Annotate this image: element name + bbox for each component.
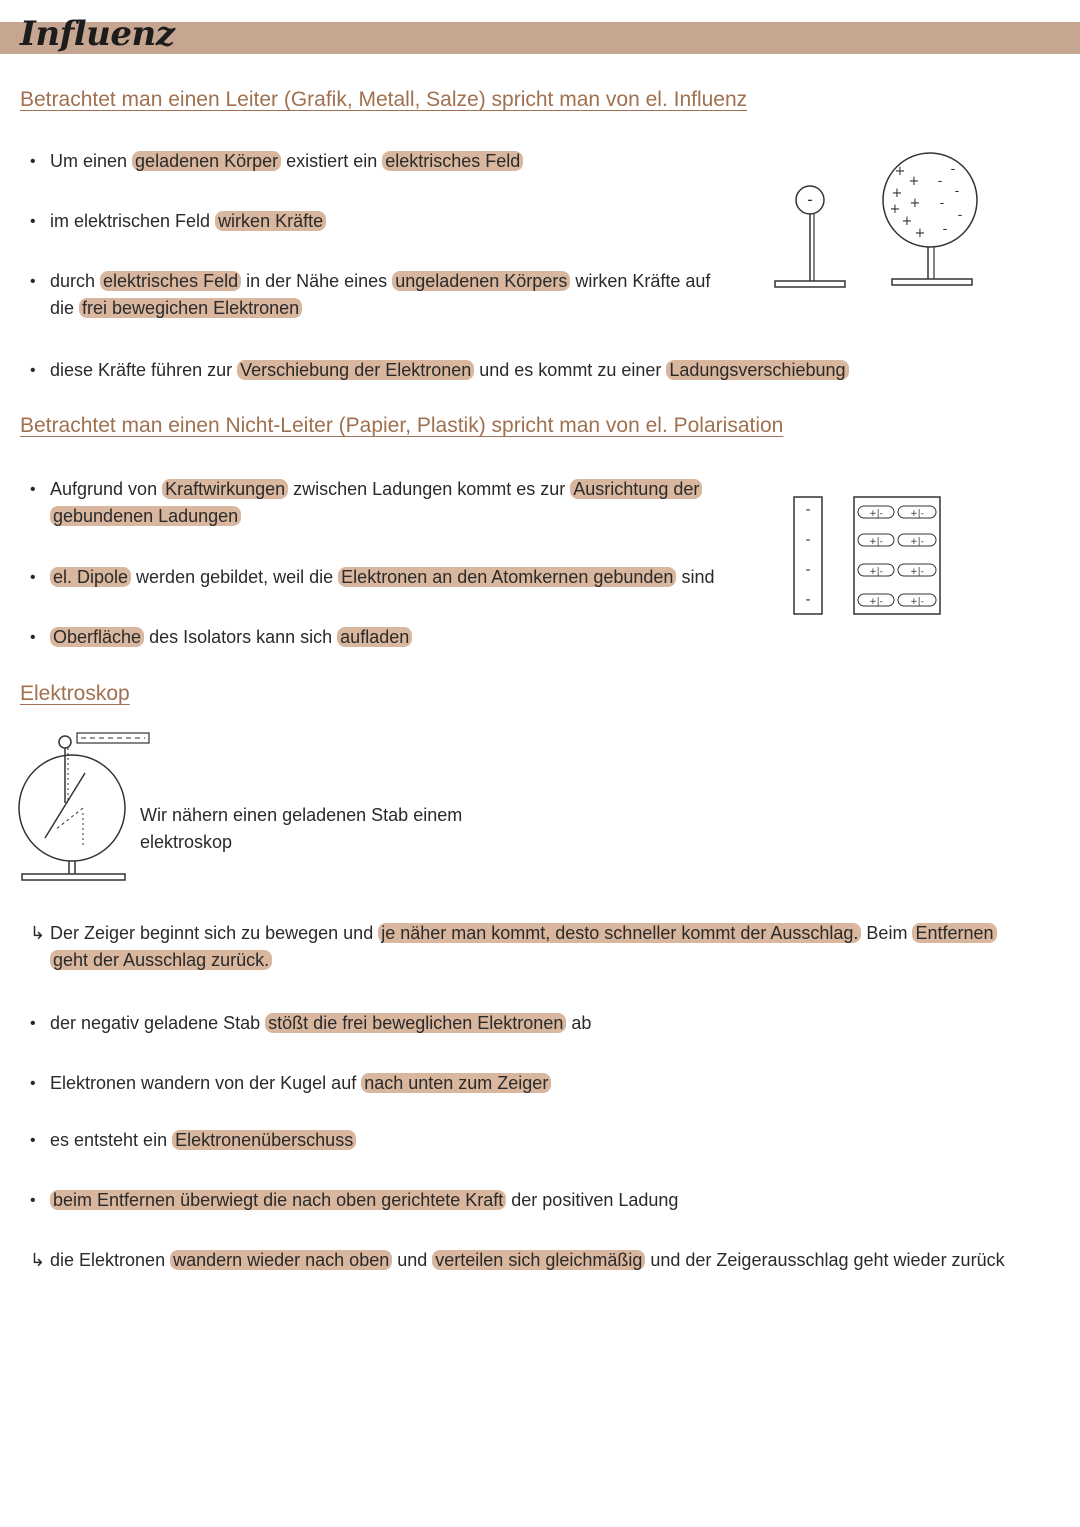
arrow-icon: ↳: [30, 923, 46, 943]
dipole-label: +|-: [869, 537, 883, 547]
highlight: Entfernen: [912, 923, 996, 943]
dipole-label: +|-: [910, 567, 924, 577]
highlight: aufladen: [337, 627, 412, 647]
bullet-icon: •: [30, 362, 36, 379]
elektroskop-description: Wir nähern einen geladenen Stab einem elektroskop: [140, 805, 463, 852]
plus-sign: +: [908, 174, 920, 189]
highlight: je näher man kommt, desto schneller kommt der Ausschlag.: [378, 923, 861, 943]
minus-sign: -: [954, 184, 960, 199]
minus-sign: -: [937, 174, 943, 189]
highlight: wirken Kräfte: [215, 211, 326, 231]
influenz-diagram: [770, 145, 985, 295]
highlight: Elektronen an den Atomkernen gebunden: [338, 567, 676, 587]
highlight: Oberfläche: [50, 627, 144, 647]
minus-sign: -: [939, 196, 945, 211]
bullet-icon: •: [30, 1075, 36, 1092]
bullet-icon: •: [30, 481, 36, 498]
result-item: ↳ Der Zeiger beginnt sich zu bewegen und je näher man kommt, desto schneller kommt der Ausschlag. Beim Entfernen geht der Ausschlag zurück.: [30, 920, 1040, 974]
highlight: elektrisches Feld: [100, 271, 241, 291]
polarisation-diagram: [790, 492, 950, 622]
dipole-label: +|-: [869, 597, 883, 607]
plus-sign: +: [901, 214, 913, 229]
highlight: nach unten zum Zeiger: [361, 1073, 551, 1093]
list-item: • der negativ geladene Stab stößt die frei beweglichen Elektronen ab: [30, 1010, 591, 1037]
highlight: stößt die frei beweglichen Elektronen: [265, 1013, 566, 1033]
arrow-icon: ↳: [30, 1250, 46, 1270]
highlight: ungeladenen Körpers: [392, 271, 570, 291]
list-item: • im elektrischen Feld wirken Kräfte: [30, 208, 326, 235]
minus-sign: -: [957, 208, 963, 223]
highlight: geladenen Körper: [132, 151, 281, 171]
highlight: el. Dipole: [50, 567, 131, 587]
highlight: geht der Ausschlag zurück.: [50, 950, 272, 970]
dipole-label: +|-: [910, 509, 924, 519]
leiter-heading: Betrachtet man einen Leiter (Grafik, Metall, Salze) spricht man von el. Influenz: [20, 88, 748, 111]
highlight: Ladungsverschiebung: [666, 360, 848, 380]
highlight: beim Entfernen überwiegt die nach oben gerichtete Kraft: [50, 1190, 506, 1210]
highlight: gebundenen Ladungen: [50, 506, 241, 526]
elektroskop-diagram: [15, 728, 155, 888]
bullet-icon: •: [30, 569, 36, 586]
bullet-icon: •: [30, 153, 36, 170]
list-item: • Elektronen wandern von der Kugel auf nach unten zum Zeiger: [30, 1070, 551, 1097]
list-item: • Oberfläche des Isolators kann sich aufladen: [30, 624, 412, 651]
highlight: Ausrichtung der: [570, 479, 702, 499]
highlight: verteilen sich gleichmäßig: [432, 1250, 645, 1270]
list-item: • es entsteht ein Elektronenüberschuss: [30, 1127, 356, 1154]
minus-sign: -: [805, 562, 811, 578]
dipole-label: +|-: [869, 567, 883, 577]
plus-sign: +: [909, 196, 921, 211]
highlight: Elektronenüberschuss: [172, 1130, 356, 1150]
bullet-icon: •: [30, 273, 36, 290]
plus-sign: +: [889, 202, 901, 217]
highlight: Kraftwirkungen: [162, 479, 288, 499]
bullet-icon: •: [30, 1192, 36, 1209]
list-item: • Um einen geladenen Körper existiert ein elektrisches Feld: [30, 148, 523, 175]
highlight: frei bewegichen Elektronen: [79, 298, 302, 318]
dipole-label: +|-: [910, 537, 924, 547]
highlight: elektrisches Feld: [382, 151, 523, 171]
plus-sign: +: [894, 164, 906, 179]
dipole-label: +|-: [869, 509, 883, 519]
elektroskop-heading: Elektroskop: [20, 682, 130, 705]
list-item: • Aufgrund von Kraftwirkungen zwischen Ladungen kommt es zur Ausrichtung der gebundenen Ladungen: [30, 476, 750, 530]
minus-sign: -: [805, 502, 811, 518]
plus-sign: +: [891, 186, 903, 201]
list-item: • durch elektrisches Feld in der Nähe eines ungeladenen Körpers wirken Kräfte auf die frei bewegichen Elektronen: [30, 268, 750, 322]
list-item: • beim Entfernen überwiegt die nach oben gerichtete Kraft der positiven Ladung: [30, 1187, 678, 1214]
highlight: wandern wieder nach oben: [170, 1250, 392, 1270]
plus-sign: +: [914, 226, 926, 241]
nichtleiter-heading: Betrachtet man einen Nicht-Leiter (Papier, Plastik) spricht man von el. Polarisation: [20, 414, 784, 437]
minus-sign: -: [805, 532, 811, 548]
page-title: Influenz: [20, 14, 175, 54]
bullet-icon: •: [30, 629, 36, 646]
highlight: Verschiebung der Elektronen: [237, 360, 474, 380]
bullet-icon: •: [30, 213, 36, 230]
bullet-icon: •: [30, 1132, 36, 1149]
dipole-label: +|-: [910, 597, 924, 607]
minus-sign: -: [950, 162, 956, 177]
final-item: ↳ die Elektronen wandern wieder nach oben und verteilen sich gleichmäßig und der Zeigerausschlag geht wieder zurück: [30, 1247, 1040, 1274]
list-item: • diese Kräfte führen zur Verschiebung der Elektronen und es kommt zu einer Ladungsverschiebung: [30, 357, 849, 384]
bullet-icon: •: [30, 1015, 36, 1032]
minus-sign: -: [805, 592, 811, 608]
minus-sign: -: [807, 190, 813, 209]
minus-sign: -: [942, 222, 948, 237]
list-item: • el. Dipole werden gebildet, weil die Elektronen an den Atomkernen gebunden sind: [30, 564, 714, 591]
